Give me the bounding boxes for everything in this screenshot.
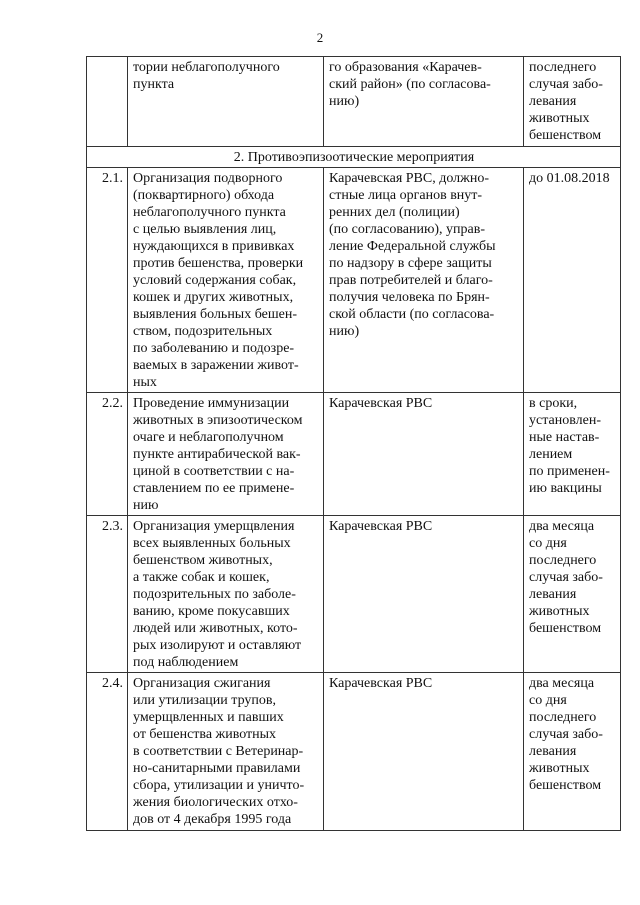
responsible-cell: Карачевская РВС, должно- стные лица органов внут- ренних дел (полиции) (по согласованию), управ- ление Федеральной службы по надзору в сфере защиты прав потребителей и благо- получия человека по Брян- ской области (по согласова- нию) <box>324 168 524 393</box>
responsible-cell: го образования «Карачев- ский район» (по согласова- нию) <box>324 57 524 147</box>
table-row-continuation <box>87 57 621 147</box>
table-row <box>87 673 621 831</box>
responsible-cell: Карачевская РВС <box>324 393 524 516</box>
section-row <box>87 147 621 168</box>
row-number: 2.4. <box>87 673 128 831</box>
measure-cell: Организация подворного (поквартирного) обхода неблагополучного пункта с целью выявления лиц, нуждающихся в прививках против бешенства, проверки условий содержания собак, кошек и других животных, выявления больных бешен- ством, подозрительных по заболеванию и подозре- ваемых в заражении живот- ных <box>128 168 324 393</box>
row-number <box>87 57 128 147</box>
section-title: 2. Противоэпизоотические мероприятия <box>87 147 621 168</box>
responsible-cell: Карачевская РВС <box>324 673 524 831</box>
measure-cell: Организация умерщвления всех выявленных больных бешенством животных, а также собак и кошек, подозрительных по заболе- ванию, кроме покусавших людей или животных, кото- рых изолируют и оставляют под наблюдением <box>128 516 324 673</box>
row-number: 2.2. <box>87 393 128 516</box>
deadline-cell: в сроки, установлен- ные настав- лением по применен- ию вакцины <box>524 393 621 516</box>
row-number: 2.1. <box>87 168 128 393</box>
deadline-cell: два месяца со дня последнего случая забо- левания животных бешенством <box>524 673 621 831</box>
responsible-cell: Карачевская РВС <box>324 516 524 673</box>
deadline-cell: до 01.08.2018 <box>524 168 621 393</box>
table-row <box>87 516 621 673</box>
deadline-cell: два месяца со дня последнего случая забо- левания животных бешенством <box>524 516 621 673</box>
page-number: 2 <box>316 30 324 45</box>
row-number: 2.3. <box>87 516 128 673</box>
measure-cell: Организация сжигания или утилизации трупов, умерщвленных и павших от бешенства животных в соответствии с Ветеринар- но-санитарными правилами сбора, утилизации и уничто- жения биологических отхо- дов от 4 декабря 1995 года <box>128 673 324 831</box>
measure-cell: тории неблагополучного пункта <box>128 57 324 147</box>
deadline-cell: последнего случая забо- левания животных бешенством <box>524 57 621 147</box>
table-row <box>87 393 621 516</box>
measures-table <box>86 56 621 831</box>
measure-cell: Проведение иммунизации животных в эпизоотическом очаге и неблагополучном пункте антирабической вак- циной в соответствии с на- ставлением по ее примене- нию <box>128 393 324 516</box>
table-row <box>87 168 621 393</box>
